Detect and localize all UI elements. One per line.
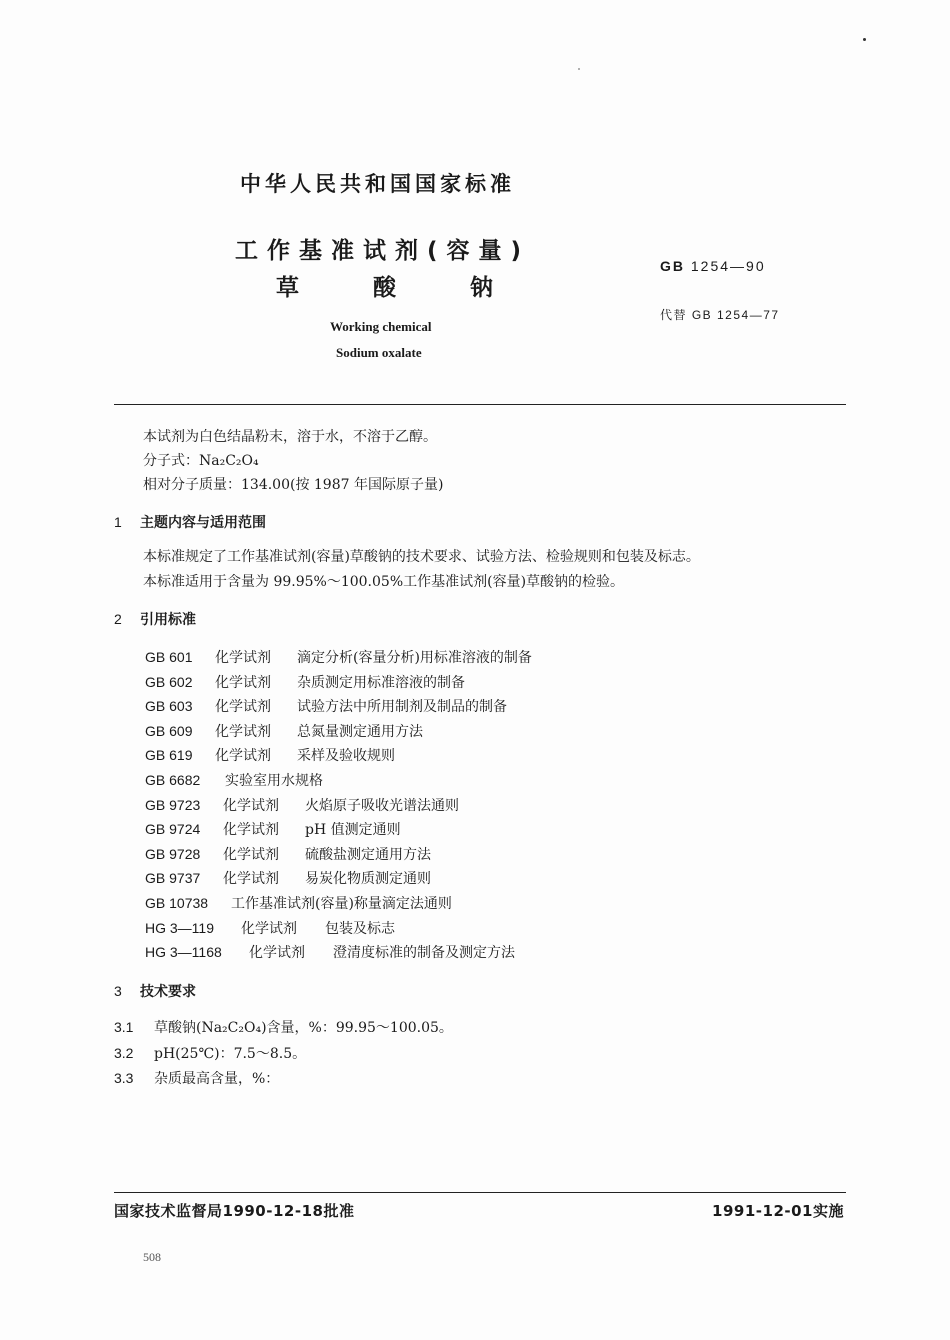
reference-category: 化学试剂 xyxy=(223,871,279,887)
section-2-heading xyxy=(114,609,196,629)
standard-number-value: 1254—90 xyxy=(690,258,766,274)
reference-code: GB 10738 xyxy=(145,895,209,911)
reference-title: 易炭化物质测定通则 xyxy=(305,871,431,887)
section-number: 3 xyxy=(114,983,122,999)
section-1-paragraph: 本标准规定了工作基准试剂(容量)草酸钠的技术要求、试验方法、检验规则和包装及标志。 xyxy=(143,549,700,565)
reference-title: 硫酸盐测定通用方法 xyxy=(305,847,431,863)
requirement-item xyxy=(114,1043,306,1063)
reference-title: pH 值测定通则 xyxy=(305,822,401,838)
requirement-number: 3.2 xyxy=(114,1045,134,1061)
reference-category: 化学试剂 xyxy=(215,724,271,740)
reference-title: 澄清度标准的制备及测定方法 xyxy=(333,945,515,961)
section-number: 1 xyxy=(114,514,122,530)
scan-speck xyxy=(863,38,866,41)
scan-speck xyxy=(578,68,580,70)
title-en-line1: Working chemical xyxy=(330,319,432,334)
reference-category: 化学试剂 xyxy=(223,798,279,814)
reference-code: GB 603 xyxy=(145,698,193,714)
reference-item xyxy=(145,868,431,888)
reference-item xyxy=(145,647,532,667)
intro-formula: 分子式：Na₂C₂O₄ xyxy=(143,453,259,469)
title-cn-line1: 工作基准试剂(容量) xyxy=(235,238,531,264)
reference-item xyxy=(145,844,431,864)
requirement-number: 3.1 xyxy=(114,1019,134,1035)
national-standard-heading: 中华人民共和国国家标准 xyxy=(240,172,515,196)
section-title: 技术要求 xyxy=(140,984,196,1000)
reference-title: 包装及标志 xyxy=(325,921,395,937)
reference-item xyxy=(145,721,423,741)
title-en-line2: Sodium oxalate xyxy=(336,345,422,360)
requirement-number: 3.3 xyxy=(114,1070,134,1086)
reference-title: 总氮量测定通用方法 xyxy=(297,724,423,740)
reference-category: 化学试剂 xyxy=(223,822,279,838)
standard-number xyxy=(660,258,766,274)
requirement-text: pH(25℃)：7.5～8.5。 xyxy=(154,1046,307,1062)
reference-item xyxy=(145,672,465,692)
page-number: 508 xyxy=(143,1250,161,1264)
reference-title: 采样及验收规则 xyxy=(297,748,395,764)
requirement-item xyxy=(114,1068,279,1088)
reference-category: 化学试剂 xyxy=(215,748,271,764)
reference-code: HG 3—1168 xyxy=(145,944,222,960)
reference-category: 化学试剂 xyxy=(215,675,271,691)
reference-item xyxy=(145,795,459,815)
reference-title: 试验方法中所用制剂及制品的制备 xyxy=(297,699,507,715)
reference-code: GB 602 xyxy=(145,674,193,690)
requirement-text: 杂质最高含量，%： xyxy=(154,1071,280,1087)
reference-title: 滴定分析(容量分析)用标准溶液的制备 xyxy=(297,650,532,666)
effective-date: 1991-12-01实施 xyxy=(712,1202,844,1220)
reference-code: GB 6682 xyxy=(145,772,201,788)
reference-item xyxy=(145,770,323,790)
reference-category: 化学试剂 xyxy=(215,650,271,666)
reference-title: 实验室用水规格 xyxy=(225,773,323,789)
reference-title: 火焰原子吸收光谱法通则 xyxy=(305,798,459,814)
reference-code: GB 9737 xyxy=(145,870,201,886)
section-number: 2 xyxy=(114,611,122,627)
reference-code: HG 3—119 xyxy=(145,920,214,936)
intro-description: 本试剂为白色结晶粉末，溶于水，不溶于乙醇。 xyxy=(143,429,437,445)
requirement-item xyxy=(114,1017,453,1037)
section-1-paragraph: 本标准适用于含量为 99.95%～100.05%工作基准试剂(容量)草酸钠的检验。 xyxy=(143,574,625,590)
replaces-standard: 代替 GB 1254—77 xyxy=(660,308,780,322)
reference-title: 杂质测定用标准溶液的制备 xyxy=(297,675,465,691)
section-title: 主题内容与适用范围 xyxy=(140,515,266,531)
reference-category: 化学试剂 xyxy=(215,699,271,715)
section-title: 引用标准 xyxy=(140,612,196,628)
top-divider xyxy=(114,404,846,405)
reference-code: GB 9724 xyxy=(145,821,201,837)
reference-code: GB 609 xyxy=(145,723,193,739)
reference-code: GB 619 xyxy=(145,747,193,763)
section-3-heading xyxy=(114,981,196,1001)
intro-molecular-mass: 相对分子质量：134.00(按 1987 年国际原子量) xyxy=(143,477,444,493)
title-cn-line2: 草酸钠 xyxy=(276,275,567,301)
standard-prefix: GB xyxy=(660,258,685,274)
reference-item xyxy=(145,942,515,962)
reference-code: GB 601 xyxy=(145,649,193,665)
reference-code: GB 9728 xyxy=(145,846,201,862)
reference-item xyxy=(145,745,395,765)
bottom-divider xyxy=(114,1192,846,1193)
reference-item xyxy=(145,893,452,913)
reference-item xyxy=(145,918,395,938)
reference-item xyxy=(145,819,401,839)
reference-category: 化学试剂 xyxy=(241,921,297,937)
approval-date: 国家技术监督局1990-12-18批准 xyxy=(114,1202,355,1220)
reference-category: 化学试剂 xyxy=(223,847,279,863)
reference-title: 工作基准试剂(容量)称量滴定法通则 xyxy=(231,896,452,912)
requirement-text: 草酸钠(Na₂C₂O₄)含量，%：99.95～100.05。 xyxy=(154,1020,453,1036)
reference-item xyxy=(145,696,507,716)
reference-category: 化学试剂 xyxy=(249,945,305,961)
reference-code: GB 9723 xyxy=(145,797,201,813)
section-1-heading xyxy=(114,512,266,532)
